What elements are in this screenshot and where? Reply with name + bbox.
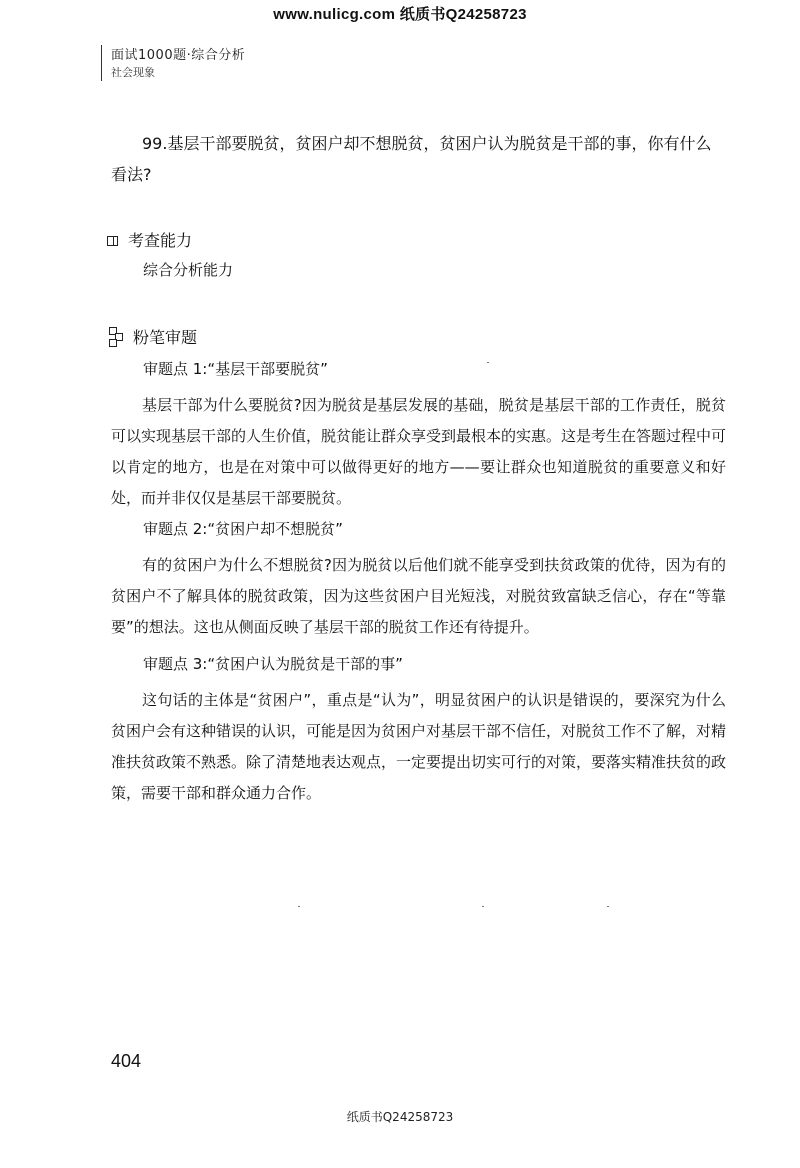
- running-header-title: 面试1000题·综合分析: [111, 48, 246, 63]
- review-point-2-heading: 审题点 2:“贫困户却不想脱贫”: [143, 520, 343, 538]
- section-ability-heading: [111, 228, 192, 251]
- review-point-2-body: 有的贫困户为什么不想脱贫?因为脱贫以后他们就不能享受到扶贫政策的优待，因为有的贫困户不了解具体的脱贫政策，因为这些贫困户目光短浅，对脱贫致富缺乏信心，存在“等靠要”的想法。这也从侧面反映了基层干部的脱贫工作还有待提升。: [111, 556, 726, 636]
- grid-icon: [107, 327, 123, 347]
- header-divider: [101, 45, 102, 81]
- section-ability-content: 综合分析能力: [143, 261, 234, 279]
- watermark-bottom: 纸质书Q24258723: [346, 1110, 454, 1124]
- running-header-subtitle: 社会现象: [111, 66, 155, 79]
- question-text: 99.基层干部要脱贫，贫困户却不想脱贫，贫困户认为脱贫是干部的事，你有什么看法?: [111, 134, 712, 184]
- scan-speck: [487, 362, 489, 363]
- review-point-1-heading: 审题点 1:“基层干部要脱贫”: [143, 360, 328, 378]
- review-point-1-body: 基层干部为什么要脱贫?因为脱贫是基层发展的基础，脱贫是基层干部的工作责任，脱贫可以实现基层干部的人生价值，脱贫能让群众享受到最根本的实惠。这是考生在答题过程中可以肯定的地方，也是在对策中可以做得更好的地方——要让群众也知道脱贫的重要意义和好处，而并非仅仅是基层干部要脱贫。: [111, 396, 727, 507]
- page-number: 404: [111, 1051, 142, 1071]
- scan-speck: [607, 906, 609, 907]
- scan-speck: [298, 906, 300, 907]
- watermark-top: www.nulicg.com 纸质书Q24258723: [273, 6, 527, 23]
- book-icon: [107, 236, 118, 246]
- section-ability-title: 考查能力: [128, 231, 193, 250]
- section-review-heading: [111, 325, 197, 348]
- section-review-title: 粉笔审题: [133, 328, 198, 347]
- review-point-3-heading: 审题点 3:“贫困户认为脱贫是干部的事”: [143, 655, 403, 673]
- scan-speck: [482, 906, 484, 907]
- review-point-3-body: 这句话的主体是“贫困户”，重点是“认为”，明显贫困户的认识是错误的，要深究为什么贫困户会有这种错误的认识，可能是因为贫困户对基层干部不信任，对脱贫工作不了解，对精准扶贫政策不熟悉。除了清楚地表达观点，一定要提出切实可行的对策，要落实精准扶贫的政策，需要干部和群众通力合作。: [111, 691, 727, 802]
